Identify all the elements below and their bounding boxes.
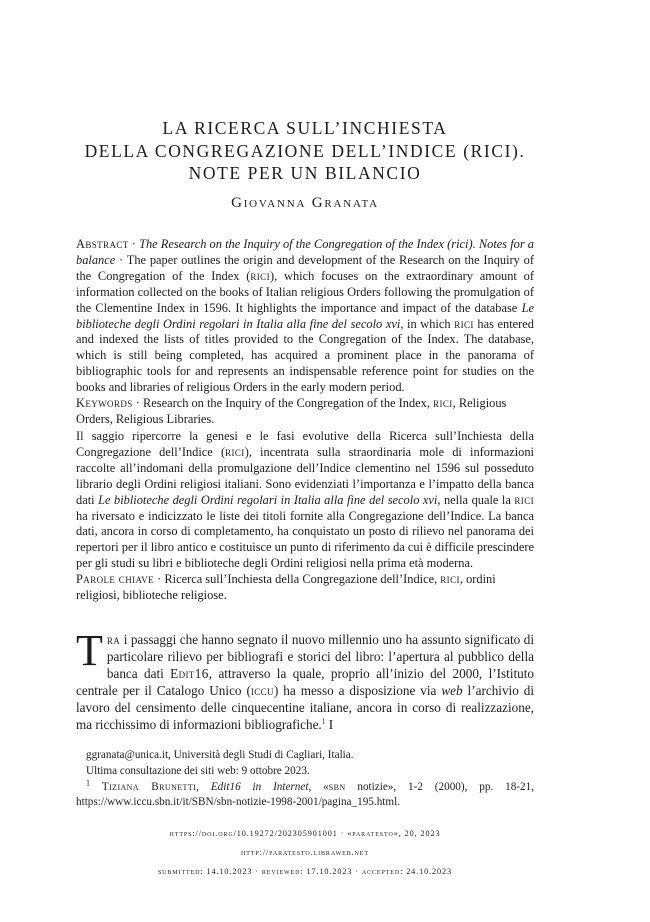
keywords-paragraph: Keywords · Research on the Inquiry of the Congregation of the Index, rici, Religious Orders, Religious Libraries. — [76, 396, 507, 426]
footnote-reference: 1 — [321, 716, 326, 726]
footnote-1: $^1$ Tiziana Brunetti, Edit16 in Internet, «sbn notizie», 1-2 (2000), pp. 18-21, https://www.iccu.sbn.it/it/SBN/sbn-notizie-1998-2001/pagina_195.html. — [76, 778, 535, 808]
edit16-name: Edit16 — [170, 666, 209, 681]
affiliation-note: ggranata@unica.it, Università degli Studi di Cagliari, Italia. — [86, 749, 354, 761]
abstract-section — [76, 237, 534, 428]
abstract-paragraph: Abstract · The Research on the Inquiry of the Congregation of the Index (rici). Notes for a balance · The paper outlines the origin and development of the Research on the Inquiry of the Congregation of the Index (rici), which focuses on the extraordinary amount of information collected on the books of Italian religious Orders following the promulgation of the Clementine Index in 1596. It highlights the importance and impact of the database Le biblioteche degli Ordini regolari in Italia alla fine del secolo xvi, in which rici has entered and indexed the lists of titles provided to the Congregation of the Index. The database, which is still being completed, has acquired a prominent place in the panorama of bibliographic tools for and represents an indispensable reference point for studies on the books and libraries of religious Orders in the early modern period. — [76, 237, 535, 395]
database-title-it: Le biblioteche degli Ordini regolari in Italia alla fine del secolo xvi — [98, 492, 438, 507]
colophon — [76, 824, 534, 881]
drop-cap: T — [76, 626, 103, 675]
italian-abstract-paragraph: Il saggio ripercorre la genesi e le fasi evolutive della Ricerca sull’Inchiesta della Congregazione dell’Indice (rici), incentrata sulla straordinaria mole di informazioni raccolte all’indomani della promulgazione dell’Indice clementino nel 1596 sul posseduto librario degli Ordini religiosi italiani. Sono evidenziati l’importanza e l’impatto della banca dati Le biblioteche degli Ordini regolari in Italia alla fine del secolo xvi, nella quale la rici ha riversato e indicizzato le liste dei titoli fornite alla Congregazione dell’Indice. La banca dati, ancora in corso di completamento, ha conquistato un posto di rilievo nel panorama dei repertori per il libro antico e costituisce un punto di riferimento da cui è difficile prescindere per gli studi su libri e biblioteche degli Ordini religiosi nella prima età moderna. — [76, 429, 534, 571]
title-line-3: NOTE PER UN BILANCIO — [188, 163, 422, 183]
dates-line: submitted: 14.10.2023 · reviewed: 17.10.2023 · accepted: 24.10.2023 — [157, 867, 453, 876]
author-name: Giovanna Granata — [231, 195, 379, 211]
doi-line: https://doi.org/10.19272/202305901001 · «paratesto», 20, 2023 — [169, 829, 441, 838]
title-line-2: DELLA CONGREGAZIONE DELL’INDICE (RICI). — [84, 140, 526, 161]
body-paragraph: Tra i passaggi che hanno segnato il nuovo millennio uno ha assunto significato di particolare rilievo per bibliografi e storici del libro: l’apertura al pubblico della banca dati Edit16, attraverso la quale, proprio all’inizio del 2000, l’Istituto centrale per il Catalogo Unico (iccu) ha messo a disposizione via web l’archivio di lavoro del censimento delle cinquecentine italiane, ancora in corso di realizzazione, ma ricchissimo di informazioni bibliografiche.$^1$ I — [76, 626, 535, 732]
journal-url: http://paratesto.libraweb.net — [241, 848, 369, 857]
consultation-note: Ultima consultazione dei siti web: 9 ottobre 2023. — [86, 765, 310, 778]
keywords-label: Keywords — [76, 396, 133, 411]
parole-chiave-label: Parole chiave — [76, 572, 155, 587]
abstract-label: Abstract — [76, 237, 129, 251]
abstract-english-title: The Research on the Inquiry of the Congregation of the Index (rici). Notes for a balance — [76, 237, 534, 267]
italian-abstract-section — [76, 429, 534, 604]
title-line-1: LA RICERCA SULL’INCHIESTA — [162, 118, 448, 138]
database-title: Le biblioteche degli Ordini regolari in Italia alla fine del secolo xvi — [76, 300, 534, 331]
article-title — [76, 117, 534, 185]
body-text — [76, 626, 535, 733]
parole-chiave-paragraph: Parole chiave · Ricerca sull’Inchiesta della Congregazione dell’Indice, rici, ordini religiosi, biblioteche religiose. — [76, 572, 496, 603]
footnotes — [76, 748, 534, 811]
